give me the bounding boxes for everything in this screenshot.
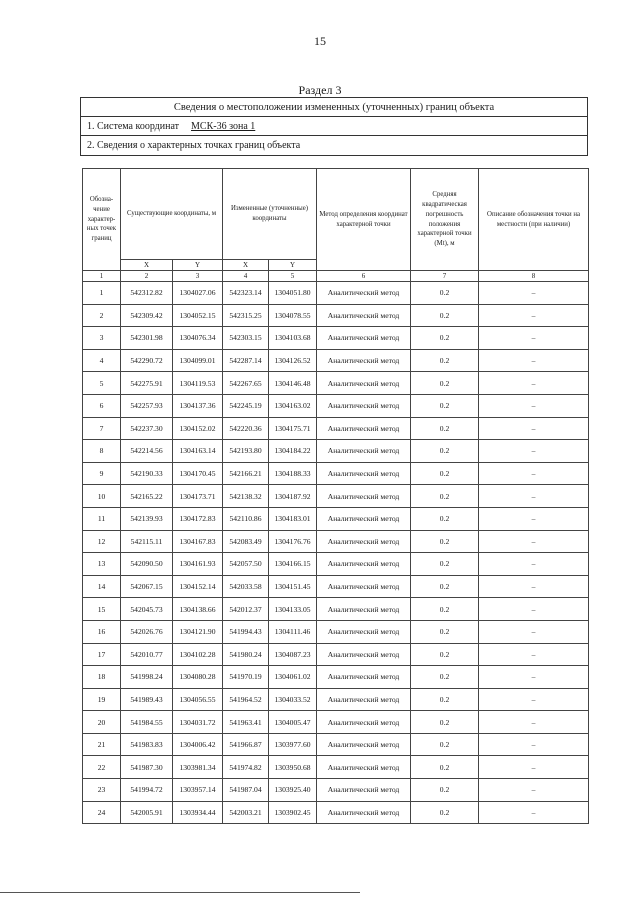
existing-x-cell: 541984.55 xyxy=(121,711,173,734)
existing-x-cell: 542257.93 xyxy=(121,394,173,417)
updated-y-cell: 1304187.92 xyxy=(269,485,317,508)
existing-y-cell: 1303934.44 xyxy=(173,801,223,824)
mean-error-cell: 0.2 xyxy=(411,530,479,553)
mean-error-cell: 0.2 xyxy=(411,733,479,756)
box-header: Сведения о местоположении измененных (уточненных) границ объекта xyxy=(81,98,587,117)
updated-y-cell: 1303977.60 xyxy=(269,733,317,756)
mean-error-cell: 0.2 xyxy=(411,620,479,643)
header-method: Метод определения координат характерной точки xyxy=(317,169,411,271)
subheader-updated-x: X xyxy=(223,260,269,271)
updated-y-cell: 1304188.33 xyxy=(269,462,317,485)
existing-y-cell: 1304031.72 xyxy=(173,711,223,734)
method-cell: Аналитический метод xyxy=(317,349,411,372)
updated-y-cell: 1304078.55 xyxy=(269,304,317,327)
method-cell: Аналитический метод xyxy=(317,553,411,576)
existing-y-cell: 1304099.01 xyxy=(173,349,223,372)
updated-x-cell: 542245.19 xyxy=(223,394,269,417)
updated-x-cell: 542003.21 xyxy=(223,801,269,824)
updated-y-cell: 1304061.02 xyxy=(269,666,317,689)
existing-x-cell: 542067.15 xyxy=(121,575,173,598)
point-number-cell: 19 xyxy=(83,688,121,711)
point-number-cell: 14 xyxy=(83,575,121,598)
table-row xyxy=(83,598,589,621)
table-row xyxy=(83,462,589,485)
subheader-updated-y: Y xyxy=(269,260,317,271)
column-number: 6 xyxy=(317,271,411,282)
description-cell: – xyxy=(479,733,589,756)
point-number-cell: 16 xyxy=(83,620,121,643)
column-number: 2 xyxy=(121,271,173,282)
updated-x-cell: 542303.15 xyxy=(223,327,269,350)
table-row xyxy=(83,485,589,508)
header-existing-coords: Существующие координаты, м xyxy=(121,169,223,260)
existing-y-cell: 1304152.02 xyxy=(173,417,223,440)
mean-error-cell: 0.2 xyxy=(411,688,479,711)
method-cell: Аналитический метод xyxy=(317,666,411,689)
description-cell: – xyxy=(479,485,589,508)
mean-error-cell: 0.2 xyxy=(411,440,479,463)
updated-x-cell: 541987.04 xyxy=(223,779,269,802)
point-number-cell: 20 xyxy=(83,711,121,734)
description-cell: – xyxy=(479,643,589,666)
description-cell: – xyxy=(479,598,589,621)
existing-x-cell: 542005.91 xyxy=(121,801,173,824)
existing-x-cell: 541987.30 xyxy=(121,756,173,779)
description-cell: – xyxy=(479,666,589,689)
updated-x-cell: 542083.49 xyxy=(223,530,269,553)
method-cell: Аналитический метод xyxy=(317,643,411,666)
method-cell: Аналитический метод xyxy=(317,327,411,350)
header-mean-error: Средняя квадратическая погрешность положения характерной точки (Mt), м xyxy=(411,169,479,271)
existing-x-cell: 542090.50 xyxy=(121,553,173,576)
existing-x-cell: 542045.73 xyxy=(121,598,173,621)
description-cell: – xyxy=(479,711,589,734)
mean-error-cell: 0.2 xyxy=(411,779,479,802)
points-section-label: 2. Сведения о характерных точках границ объекта xyxy=(87,140,301,151)
point-number-cell: 11 xyxy=(83,507,121,530)
updated-x-cell: 542057.50 xyxy=(223,553,269,576)
description-cell: – xyxy=(479,462,589,485)
updated-y-cell: 1304175.71 xyxy=(269,417,317,440)
mean-error-cell: 0.2 xyxy=(411,756,479,779)
existing-x-cell: 542139.93 xyxy=(121,507,173,530)
table-row xyxy=(83,643,589,666)
method-cell: Аналитический метод xyxy=(317,688,411,711)
existing-x-cell: 541994.72 xyxy=(121,779,173,802)
point-number-cell: 12 xyxy=(83,530,121,553)
coord-system-value: МСК-36 зона 1 xyxy=(191,121,256,132)
section-title: Раздел 3 xyxy=(298,83,342,97)
updated-x-cell: 542323.14 xyxy=(223,282,269,305)
existing-y-cell: 1304167.83 xyxy=(173,530,223,553)
method-cell: Аналитический метод xyxy=(317,620,411,643)
existing-y-cell: 1303957.14 xyxy=(173,779,223,802)
point-number-cell: 23 xyxy=(83,779,121,802)
existing-y-cell: 1304138.66 xyxy=(173,598,223,621)
description-cell: – xyxy=(479,756,589,779)
updated-y-cell: 1303950.68 xyxy=(269,756,317,779)
existing-y-cell: 1304076.34 xyxy=(173,327,223,350)
updated-x-cell: 541970.19 xyxy=(223,666,269,689)
table-row xyxy=(83,440,589,463)
description-cell: – xyxy=(479,417,589,440)
existing-x-cell: 542301.98 xyxy=(121,327,173,350)
method-cell: Аналитический метод xyxy=(317,575,411,598)
mean-error-cell: 0.2 xyxy=(411,304,479,327)
description-cell: – xyxy=(479,394,589,417)
description-cell: – xyxy=(479,530,589,553)
method-cell: Аналитический метод xyxy=(317,530,411,553)
updated-y-cell: 1304033.52 xyxy=(269,688,317,711)
existing-y-cell: 1304170.45 xyxy=(173,462,223,485)
updated-y-cell: 1304103.68 xyxy=(269,327,317,350)
description-cell: – xyxy=(479,282,589,305)
table-row xyxy=(83,417,589,440)
point-number-cell: 5 xyxy=(83,372,121,395)
updated-y-cell: 1304183.01 xyxy=(269,507,317,530)
table-row xyxy=(83,553,589,576)
table-row xyxy=(83,756,589,779)
updated-y-cell: 1304176.76 xyxy=(269,530,317,553)
existing-x-cell: 542115.11 xyxy=(121,530,173,553)
existing-x-cell: 542290.72 xyxy=(121,349,173,372)
existing-y-cell: 1304161.93 xyxy=(173,553,223,576)
updated-y-cell: 1304126.52 xyxy=(269,349,317,372)
method-cell: Аналитический метод xyxy=(317,485,411,508)
mean-error-cell: 0.2 xyxy=(411,666,479,689)
existing-x-cell: 541998.24 xyxy=(121,666,173,689)
updated-y-cell: 1304146.48 xyxy=(269,372,317,395)
column-number: 4 xyxy=(223,271,269,282)
existing-x-cell: 542026.76 xyxy=(121,620,173,643)
updated-x-cell: 541963.41 xyxy=(223,711,269,734)
header-description: Описание обозначения точки на местности (при наличии) xyxy=(479,169,589,271)
updated-x-cell: 541994.43 xyxy=(223,620,269,643)
existing-y-cell: 1304121.90 xyxy=(173,620,223,643)
existing-x-cell: 542214.56 xyxy=(121,440,173,463)
existing-y-cell: 1304152.14 xyxy=(173,575,223,598)
description-cell: – xyxy=(479,304,589,327)
updated-x-cell: 542138.32 xyxy=(223,485,269,508)
mean-error-cell: 0.2 xyxy=(411,372,479,395)
point-number-cell: 21 xyxy=(83,733,121,756)
updated-y-cell: 1304087.23 xyxy=(269,643,317,666)
mean-error-cell: 0.2 xyxy=(411,507,479,530)
point-number-cell: 22 xyxy=(83,756,121,779)
updated-x-cell: 542287.14 xyxy=(223,349,269,372)
method-cell: Аналитический метод xyxy=(317,282,411,305)
existing-x-cell: 542312.82 xyxy=(121,282,173,305)
existing-x-cell: 542237.30 xyxy=(121,417,173,440)
description-cell: – xyxy=(479,779,589,802)
table-row xyxy=(83,349,589,372)
point-number-cell: 17 xyxy=(83,643,121,666)
existing-y-cell: 1304172.83 xyxy=(173,507,223,530)
existing-y-cell: 1304173.71 xyxy=(173,485,223,508)
table-row xyxy=(83,733,589,756)
existing-x-cell: 542190.33 xyxy=(121,462,173,485)
point-number-cell: 2 xyxy=(83,304,121,327)
point-number-cell: 6 xyxy=(83,394,121,417)
existing-y-cell: 1304119.53 xyxy=(173,372,223,395)
mean-error-cell: 0.2 xyxy=(411,485,479,508)
existing-x-cell: 541989.43 xyxy=(121,688,173,711)
header-updated-coords: Измененные (уточненные) координаты xyxy=(223,169,317,260)
method-cell: Аналитический метод xyxy=(317,417,411,440)
footer-rule xyxy=(0,892,360,893)
table-row xyxy=(83,530,589,553)
description-cell: – xyxy=(479,801,589,824)
existing-y-cell: 1304102.28 xyxy=(173,643,223,666)
updated-y-cell: 1304133.05 xyxy=(269,598,317,621)
existing-x-cell: 542165.22 xyxy=(121,485,173,508)
updated-x-cell: 542012.37 xyxy=(223,598,269,621)
table-body xyxy=(83,282,589,824)
column-number: 8 xyxy=(479,271,589,282)
updated-y-cell: 1304184.22 xyxy=(269,440,317,463)
table-row xyxy=(83,507,589,530)
mean-error-cell: 0.2 xyxy=(411,327,479,350)
updated-x-cell: 542033.58 xyxy=(223,575,269,598)
subheader-existing-x: X xyxy=(121,260,173,271)
column-number: 1 xyxy=(83,271,121,282)
updated-x-cell: 542193.80 xyxy=(223,440,269,463)
existing-y-cell: 1304080.28 xyxy=(173,666,223,689)
table-row xyxy=(83,304,589,327)
existing-y-cell: 1304052.15 xyxy=(173,304,223,327)
method-cell: Аналитический метод xyxy=(317,756,411,779)
mean-error-cell: 0.2 xyxy=(411,711,479,734)
method-cell: Аналитический метод xyxy=(317,462,411,485)
updated-x-cell: 541966.87 xyxy=(223,733,269,756)
point-number-cell: 3 xyxy=(83,327,121,350)
mean-error-cell: 0.2 xyxy=(411,462,479,485)
point-number-cell: 4 xyxy=(83,349,121,372)
method-cell: Аналитический метод xyxy=(317,598,411,621)
coord-system-row xyxy=(81,117,587,136)
mean-error-cell: 0.2 xyxy=(411,349,479,372)
method-cell: Аналитический метод xyxy=(317,711,411,734)
description-cell: – xyxy=(479,440,589,463)
existing-y-cell: 1304027.06 xyxy=(173,282,223,305)
mean-error-cell: 0.2 xyxy=(411,282,479,305)
updated-y-cell: 1303925.40 xyxy=(269,779,317,802)
existing-x-cell: 542275.91 xyxy=(121,372,173,395)
point-number-cell: 9 xyxy=(83,462,121,485)
description-cell: – xyxy=(479,372,589,395)
point-number-cell: 1 xyxy=(83,282,121,305)
existing-x-cell: 541983.83 xyxy=(121,733,173,756)
updated-x-cell: 541980.24 xyxy=(223,643,269,666)
column-number-row xyxy=(83,271,589,282)
updated-x-cell: 541964.52 xyxy=(223,688,269,711)
table-row xyxy=(83,327,589,350)
table-row xyxy=(83,394,589,417)
subheader-existing-y: Y xyxy=(173,260,223,271)
updated-y-cell: 1304005.47 xyxy=(269,711,317,734)
updated-y-cell: 1304051.80 xyxy=(269,282,317,305)
updated-y-cell: 1304166.15 xyxy=(269,553,317,576)
object-info-box xyxy=(80,97,588,156)
point-number-cell: 8 xyxy=(83,440,121,463)
existing-y-cell: 1304137.36 xyxy=(173,394,223,417)
table-row xyxy=(83,711,589,734)
updated-x-cell: 542220.36 xyxy=(223,417,269,440)
table-row xyxy=(83,688,589,711)
updated-x-cell: 542166.21 xyxy=(223,462,269,485)
description-cell: – xyxy=(479,688,589,711)
updated-y-cell: 1304111.46 xyxy=(269,620,317,643)
table-row xyxy=(83,575,589,598)
method-cell: Аналитический метод xyxy=(317,733,411,756)
mean-error-cell: 0.2 xyxy=(411,801,479,824)
point-number-cell: 10 xyxy=(83,485,121,508)
point-number-cell: 15 xyxy=(83,598,121,621)
description-cell: – xyxy=(479,349,589,372)
method-cell: Аналитический метод xyxy=(317,779,411,802)
mean-error-cell: 0.2 xyxy=(411,417,479,440)
existing-x-cell: 542309.42 xyxy=(121,304,173,327)
updated-y-cell: 1304151.45 xyxy=(269,575,317,598)
point-number-cell: 13 xyxy=(83,553,121,576)
existing-y-cell: 1304006.42 xyxy=(173,733,223,756)
page-number: 15 xyxy=(314,34,326,48)
updated-x-cell: 542110.86 xyxy=(223,507,269,530)
column-number: 7 xyxy=(411,271,479,282)
description-cell: – xyxy=(479,575,589,598)
description-cell: – xyxy=(479,327,589,350)
mean-error-cell: 0.2 xyxy=(411,598,479,621)
table-header-row xyxy=(83,169,589,260)
point-number-cell: 7 xyxy=(83,417,121,440)
table-row xyxy=(83,801,589,824)
method-cell: Аналитический метод xyxy=(317,394,411,417)
point-number-cell: 18 xyxy=(83,666,121,689)
table-row xyxy=(83,666,589,689)
table-row xyxy=(83,620,589,643)
updated-x-cell: 542267.65 xyxy=(223,372,269,395)
method-cell: Аналитический метод xyxy=(317,304,411,327)
existing-y-cell: 1304056.55 xyxy=(173,688,223,711)
mean-error-cell: 0.2 xyxy=(411,394,479,417)
column-number: 5 xyxy=(269,271,317,282)
mean-error-cell: 0.2 xyxy=(411,643,479,666)
method-cell: Аналитический метод xyxy=(317,372,411,395)
mean-error-cell: 0.2 xyxy=(411,553,479,576)
description-cell: – xyxy=(479,620,589,643)
description-cell: – xyxy=(479,507,589,530)
column-number: 3 xyxy=(173,271,223,282)
coord-system-label: 1. Система координат xyxy=(87,121,180,132)
mean-error-cell: 0.2 xyxy=(411,575,479,598)
table-row xyxy=(83,779,589,802)
updated-y-cell: 1304163.02 xyxy=(269,394,317,417)
method-cell: Аналитический метод xyxy=(317,507,411,530)
table-row xyxy=(83,282,589,305)
method-cell: Аналитический метод xyxy=(317,440,411,463)
updated-x-cell: 542315.25 xyxy=(223,304,269,327)
existing-y-cell: 1303981.34 xyxy=(173,756,223,779)
boundary-points-table xyxy=(82,168,589,824)
method-cell: Аналитический метод xyxy=(317,801,411,824)
point-number-cell: 24 xyxy=(83,801,121,824)
header-point-designation: Обозна-чение характер-ных точек границ xyxy=(83,169,121,271)
table-row xyxy=(83,372,589,395)
updated-y-cell: 1303902.45 xyxy=(269,801,317,824)
existing-y-cell: 1304163.14 xyxy=(173,440,223,463)
updated-x-cell: 541974.82 xyxy=(223,756,269,779)
existing-x-cell: 542010.77 xyxy=(121,643,173,666)
description-cell: – xyxy=(479,553,589,576)
